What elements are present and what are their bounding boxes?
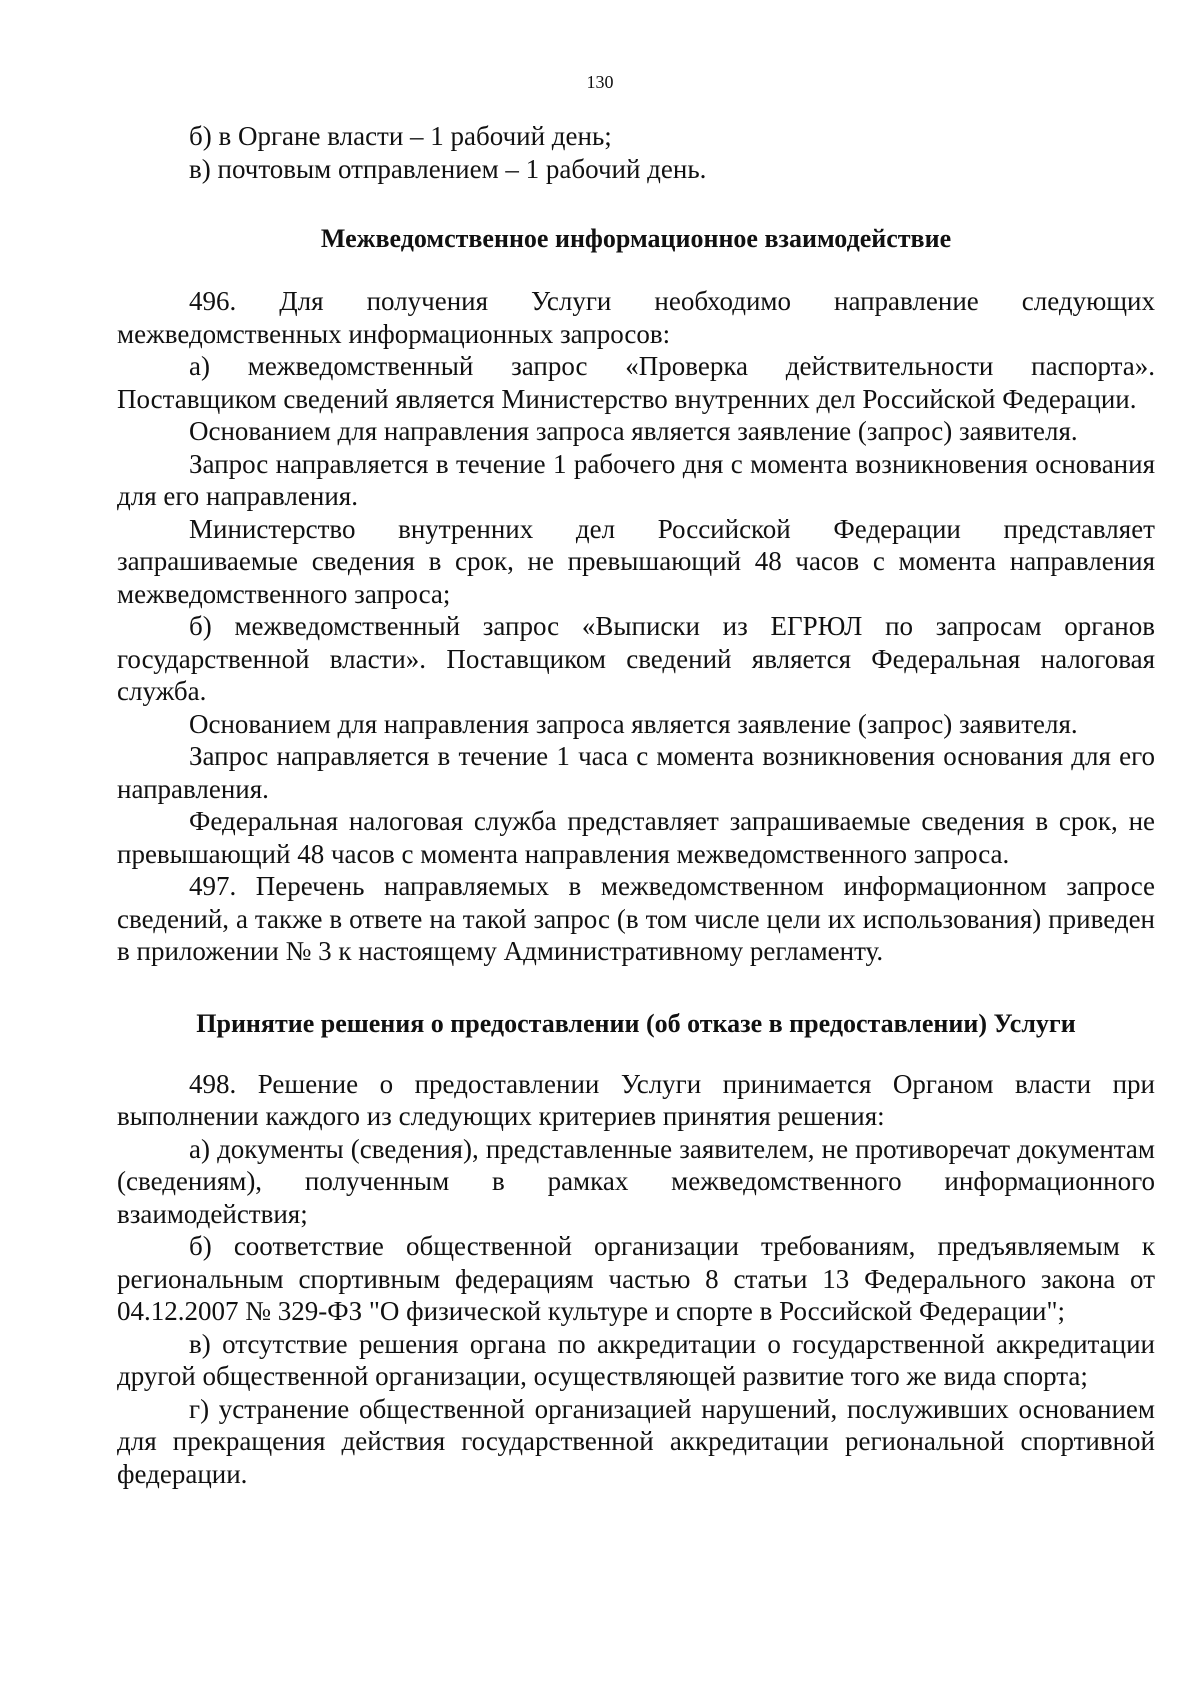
paragraph: Запрос направляется в течение 1 рабочего дня с момента возникновения основания для его направления. [117,448,1155,511]
document-body [117,120,1155,1490]
paragraph: в) отсутствие решения органа по аккредитации о государственной аккредитации другой общественной организации, осуществляющей развитие того же вида спорта; [117,1328,1155,1391]
paragraph: Федеральная налоговая служба представляет запрашиваемые сведения в срок, не превышающий 48 часов с момента направления межведомственного запроса. [117,806,1155,869]
paragraph: Министерство внутренних дел Российской Федерации представляет запрашиваемые сведения в срок, не превышающий 48 часов с момента направления межведомственного запроса; [117,513,1155,609]
paragraph: г) устранение общественной организацией нарушений, послуживших основанием для прекращения действия государственной аккредитации региональной спортивной федерации. [117,1393,1155,1489]
paragraph: б) межведомственный запрос «Выписки из ЕГРЮЛ по запросам органов государственной власти». Поставщиком сведений является Федеральная налоговая служба. [117,611,1155,706]
paragraph: Основанием для направления запроса является заявление (запрос) заявителя. [189,416,1078,446]
paragraph: б) соответствие общественной организации требованиям, предъявляемым к региональным спортивным федерациям частью 8 статьи 13 Федерального закона от 04.12.2007 № 329-ФЗ "О физической культуре и спорте в Российской Федерации"; [117,1231,1155,1326]
paragraph-496: 496. Для получения Услуги необходимо направление следующих межведомственных информационных запросов: [117,286,1155,349]
paragraph: а) межведомственный запрос «Проверка действительности паспорта». Поставщиком сведений является Министерство внутренних дел Российской Федерации. [117,351,1155,414]
paragraph: а) документы (сведения), представленные заявителем, не противоречат документам (сведениям), полученным в рамках межведомственного информационного взаимодействия; [117,1133,1155,1229]
paragraph: в) почтовым отправлением – 1 рабочий день. [189,153,707,184]
paragraph: Основанием для направления запроса является заявление (запрос) заявителя. [189,708,1078,739]
page-number: 130 [586,72,614,92]
paragraph: Запрос направляется в течение 1 часа с момента возникновения основания для его направления. [117,741,1155,804]
paragraph-498: 498. Решение о предоставлении Услуги принимается Органом власти при выполнении каждого из следующих критериев принятия решения: [117,1068,1155,1131]
section-heading-decision: Принятие решения о предоставлении (об отказе в предоставлении) Услуги [196,1008,1076,1038]
paragraph: б) в Органе власти – 1 рабочий день; [189,121,612,151]
section-heading-interagency: Межведомственное информационное взаимодействие [320,224,952,253]
paragraph-497: 497. Перечень направляемых в межведомственном информационном запросе сведений, а также в ответе на такой запрос (в том числе цели их использования) приведен в приложении № 3 к настоящему Административному регламенту. [117,871,1155,966]
